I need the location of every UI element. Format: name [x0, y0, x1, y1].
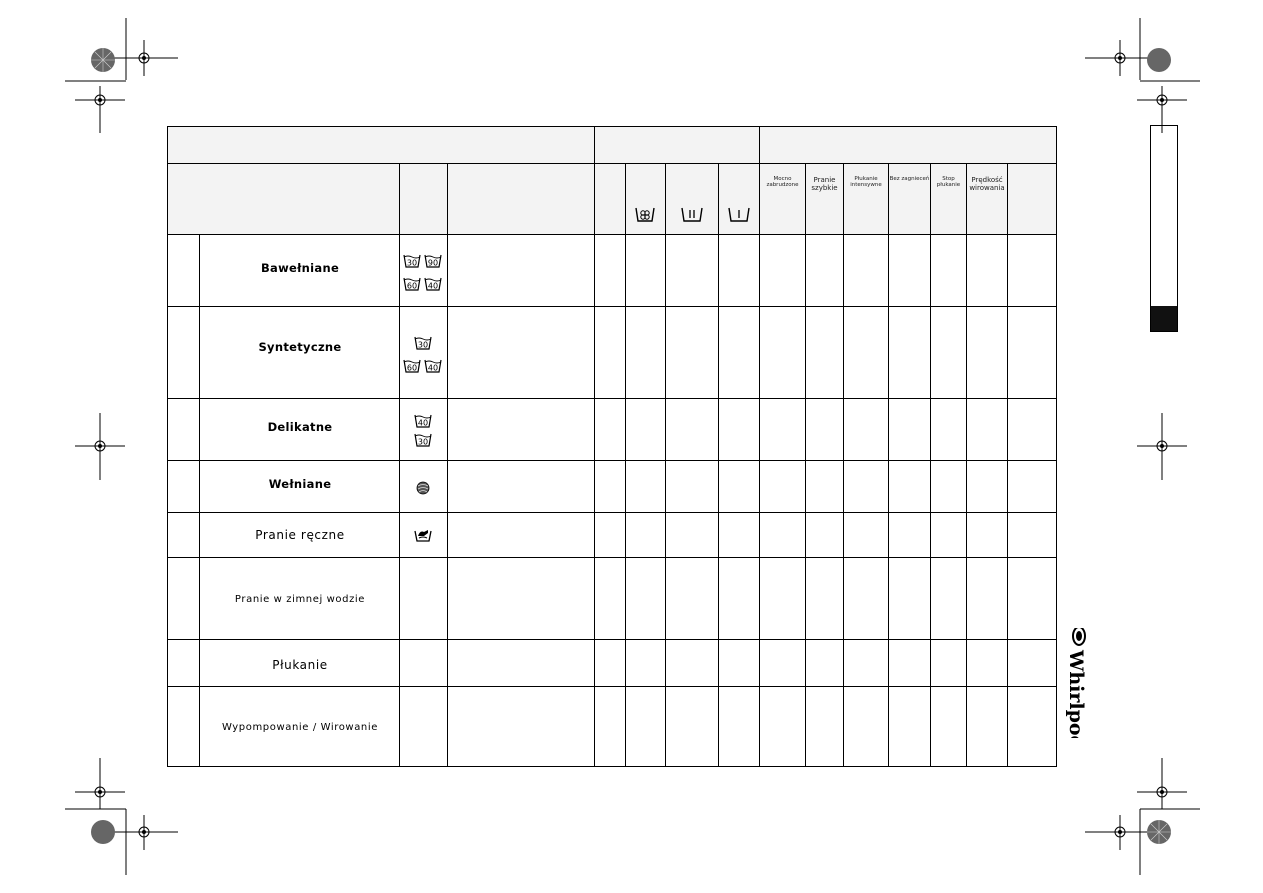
program-drain-spin: Wypompowanie / Wirowanie — [221, 722, 379, 733]
svg-text:30: 30 — [417, 340, 429, 350]
option-quick-wash: Pranie szybkie — [811, 176, 838, 192]
program-wool: Wełniane — [268, 477, 332, 491]
svg-text:30: 30 — [406, 258, 418, 268]
svg-text:60: 60 — [406, 363, 418, 373]
program-cold-wash: Pranie w zimnej wodzie — [234, 594, 366, 605]
svg-text:40: 40 — [417, 418, 429, 428]
option-spin-speed: Prędkość wirowania — [969, 176, 1005, 192]
program-rinse: Płukanie — [272, 658, 328, 672]
svg-text:40: 40 — [427, 363, 439, 373]
option-rinse-hold: Stop płukanie — [936, 176, 961, 188]
svg-text:Whirlpool: Whirlpool — [1065, 650, 1087, 738]
svg-text:30: 30 — [417, 437, 429, 447]
option-heavy-soil: Mocno zabrudzone — [766, 176, 799, 188]
option-intensive-rinse: Płukanie intensywne — [850, 176, 882, 188]
program-hand-wash: Pranie ręczne — [255, 528, 345, 542]
program-delicate: Delikatne — [267, 420, 333, 434]
program-synthetic: Syntetyczne — [258, 340, 342, 354]
program-cotton: Bawełniane — [260, 261, 340, 275]
svg-text:60: 60 — [406, 281, 418, 291]
svg-text:40: 40 — [427, 281, 439, 291]
option-no-crease: Bez zagnieceń — [889, 176, 930, 182]
svg-text:90: 90 — [427, 258, 439, 268]
